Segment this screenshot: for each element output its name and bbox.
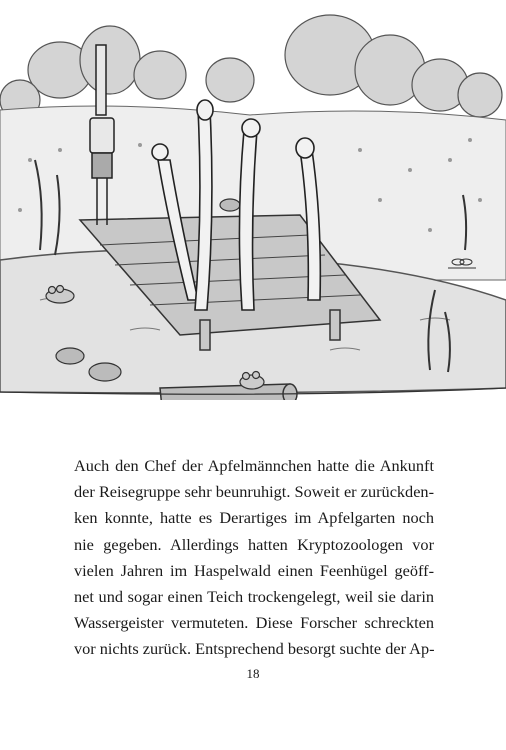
page-number: 18: [246, 666, 260, 681]
paragraph-line: nie gegeben. Allerdings hatten Kryptozoologen vor: [74, 534, 434, 554]
paragraph-line: Auch den Chef der Apfelmännchen hatte die Ankunft: [74, 456, 434, 475]
paragraph-line: vielen Jahren im Haspelwald einen Feenhügel geöff-: [74, 560, 434, 580]
paragraph-line: der Reisegruppe sehr beunruhigt. Soweit er zurückden-: [74, 482, 434, 502]
trees: [0, 15, 502, 120]
paragraph: [74, 453, 434, 663]
paragraph-line: net und sogar einen Teich trockengelegt, weil sie darin: [74, 587, 434, 607]
paragraph-line: ken konnte, hatte es Derartiges im Apfelgarten noch: [74, 508, 434, 528]
paragraph-line: Wassergeister vermuteten. Diese Forscher schreckten: [74, 613, 434, 633]
paragraph-line: vor nichts zurück. Entsprechend besorgt suchte der Ap-: [74, 639, 435, 659]
